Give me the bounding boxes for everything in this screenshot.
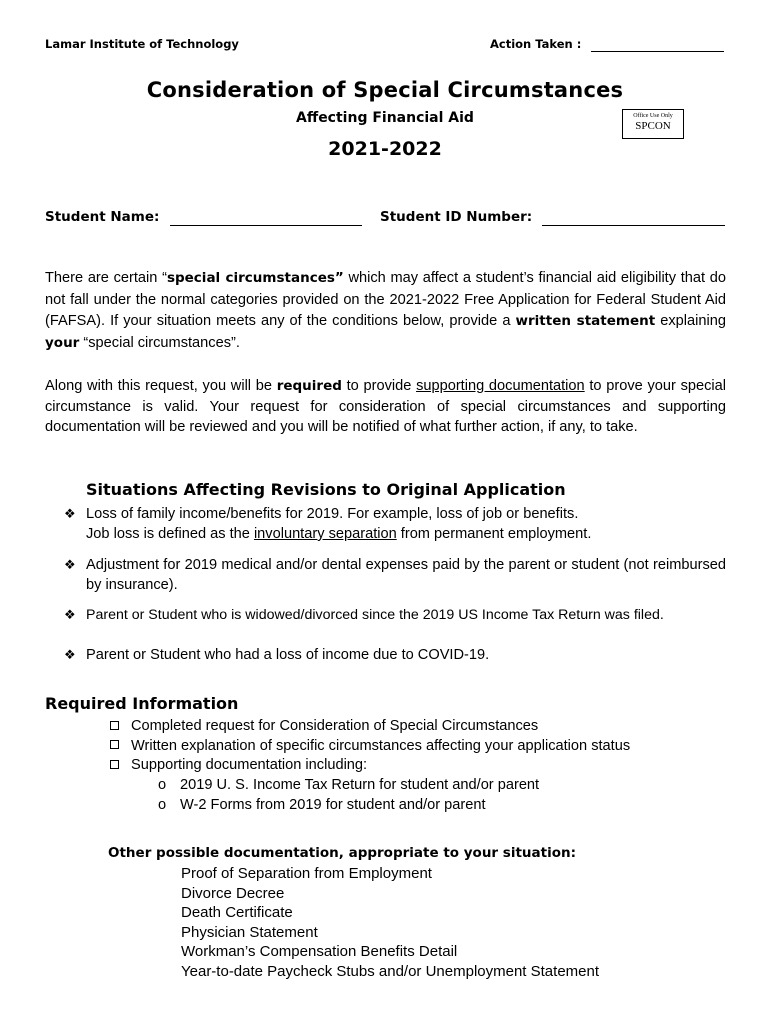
student-name-field[interactable] [170,208,362,226]
intro-bold: written statement [515,313,656,329]
form-subtitle: Affecting Financial Aid [296,110,474,126]
situation-text: Loss of family income/benefits for 2019. For example, loss of job or benefits. [86,506,579,522]
checkbox-icon [110,740,119,749]
diamond-bullet-icon: ❖ [64,557,76,572]
intro-paragraph-1 [45,268,726,354]
intro-text: explaining [655,313,726,329]
situation-item [64,605,744,625]
situation-item [64,645,729,665]
situation-item [64,504,729,544]
required-subitem-text: 2019 U. S. Income Tax Return for student and/or parent [180,777,540,793]
action-taken-label: Action Taken : [490,37,582,51]
required-item [110,756,630,776]
diamond-bullet-icon: ❖ [64,506,76,521]
required-list [110,717,630,776]
required-heading: Required Information [45,694,239,713]
diamond-bullet-icon: ❖ [64,607,76,622]
diamond-bullet-icon: ❖ [64,647,76,662]
intro-bold: required [276,378,342,394]
action-taken-line[interactable] [591,38,724,52]
form-year: 2021-2022 [328,138,442,160]
situation-item [64,555,729,595]
student-id-field[interactable] [542,208,725,226]
other-heading: Other possible documentation, appropriate to your situation: [108,845,576,861]
institution-name: Lamar Institute of Technology [45,37,239,51]
required-subitem [158,796,539,816]
checkbox-icon [110,760,119,769]
office-use-code: SPCON [635,120,671,132]
office-use-box [622,109,684,139]
circle-bullet-icon: o [158,777,167,793]
student-name-label: Student Name: [45,209,160,225]
situation-underline: involuntary separation [253,526,397,542]
situations-heading: Situations Affecting Revisions to Original Application [86,480,566,499]
checkbox-icon [110,721,119,730]
intro-paragraph-2 [45,376,726,438]
required-subitem-text: W-2 Forms from 2019 for student and/or parent [180,796,486,813]
intro-text: to provide [341,378,417,394]
intro-underline: supporting documentation [416,378,585,394]
required-subitem [158,776,539,796]
intro-text: There are certain “ [45,270,167,286]
situation-text: Parent or Student who is widowed/divorced since the 2019 US Income Tax Return was filed. [86,607,664,623]
situation-text: from permanent employment. [396,526,592,542]
form-title: Consideration of Special Circumstances [146,78,624,102]
circle-bullet-icon: o [158,796,167,813]
intro-bold: special circumstances” [166,270,344,286]
intro-text: “special circumstances”. [79,334,240,351]
other-doc-item: Physician Statement [181,923,318,941]
intro-bold: your [45,334,80,351]
student-id-label: Student ID Number: [380,209,533,225]
other-doc-item: Proof of Separation from Employment [181,865,432,882]
other-doc-item: Year-to-date Paycheck Stubs and/or Unemployment Statement [181,962,600,980]
required-item-text: Completed request for Consideration of Special Circumstances [131,718,539,734]
required-item-text: Supporting documentation including: [131,757,368,774]
other-doc-item: Divorce Decree [181,884,285,902]
other-doc-item: Death Certificate [181,904,293,922]
situation-text: Adjustment for 2019 medical and/or dental expenses paid by the parent or student (not reimbursed by insurance). [86,557,726,593]
intro-text: which may affect a student’s financial aid eligibility that do not fall under the normal categories provided on the 2021-2022 Free Application for Federal Student Aid (FAFSA). If your situation meets any of the conditions below, provide a [45,270,726,329]
situation-text: Job loss is defined as the [86,526,254,542]
required-item-text: Written explanation of specific circumstances affecting your application status [131,737,631,754]
situation-text: Parent or Student who had a loss of income due to COVID-19. [86,647,490,663]
required-item [110,717,630,737]
intro-text: to prove your special circumstance is valid. Your request for consideration of special circumstances and supporting documentation will be reviewed and you will be notified of what further action, if any, to take. [45,378,726,435]
intro-text: Along with this request, you will be [45,378,277,394]
required-sublist [158,776,539,815]
office-use-label: Office Use Only [633,113,673,119]
required-item [110,737,630,757]
other-doc-item: Workman’s Compensation Benefits Detail [181,943,458,961]
other-doc-list [181,864,599,982]
